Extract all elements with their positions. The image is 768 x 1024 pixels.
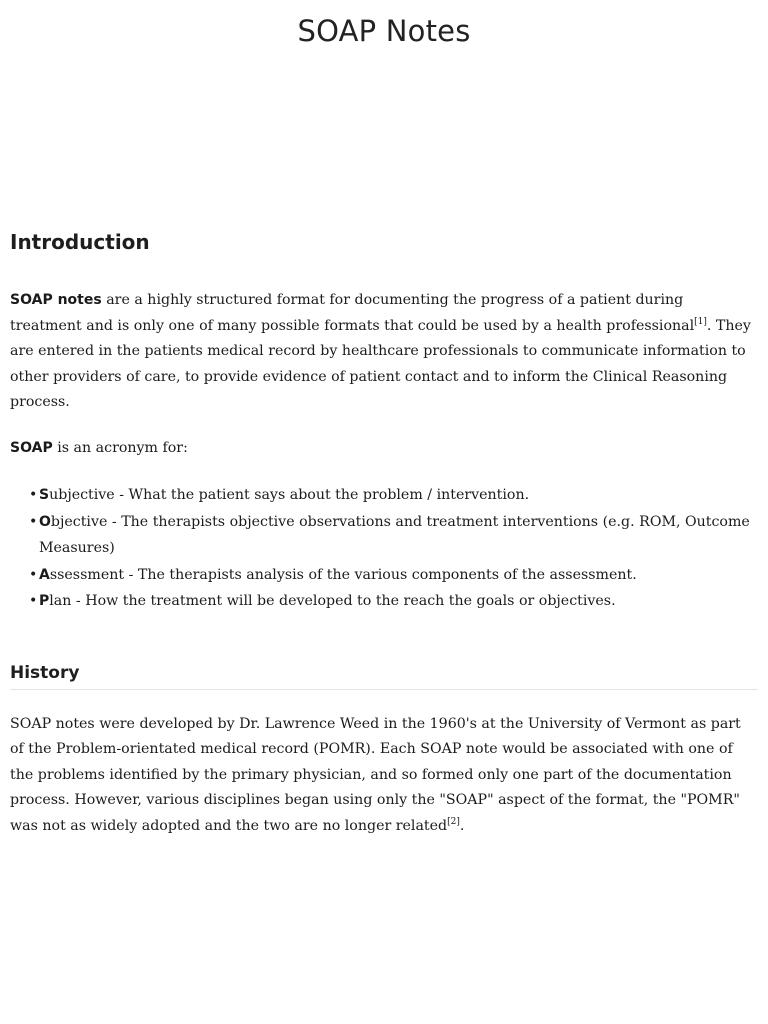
list-item-term: ssessment	[49, 566, 125, 583]
reference-1-link[interactable]: [1]	[694, 316, 707, 327]
acronym-text: is an acronym for:	[52, 439, 188, 456]
list-item-objective	[28, 509, 758, 562]
list-item-description: - The therapists objective observations and treatment interventions (e.g. ROM, Outcome Measures)	[39, 513, 750, 556]
history-text: SOAP notes were developed by Dr. Lawrence Weed in the 1960's at the University of Vermont as part of the Problem-orientated medical record (POMR). Each SOAP note would be associated with one of the problems identified by the primary physician, and so formed only one part of the documentation process. However, various disciplines began using only the "SOAP" aspect of the format, the "POMR" was not as widely adopted and the two are no longer related	[10, 715, 741, 834]
list-item-letter: A	[39, 566, 50, 583]
bullet-icon: •	[29, 566, 38, 583]
bullet-icon: •	[29, 513, 38, 530]
article-content	[10, 228, 758, 839]
reference-2-link[interactable]: [2]	[447, 816, 460, 827]
list-item-term: ubjective	[49, 487, 115, 503]
bullet-icon: •	[29, 593, 38, 609]
introduction-text-continued: . They are entered in the patients medical record by healthcare professionals to communicate information to other providers of care, to provide evidence of patient contact and to inform the Clinical Reasoning process.	[10, 317, 751, 410]
list-item-plan	[28, 588, 758, 615]
history-heading: History	[10, 660, 758, 690]
page-title: SOAP Notes	[297, 14, 471, 48]
introduction-section	[10, 228, 758, 615]
history-text-end: .	[459, 817, 465, 834]
list-item-letter: O	[39, 513, 51, 530]
introduction-heading: Introduction	[10, 230, 150, 254]
list-item-description: - How the treatment will be developed to the reach the goals or objectives.	[71, 593, 616, 609]
list-item-term: lan	[49, 593, 72, 609]
list-item-letter: S	[39, 487, 50, 503]
list-item-assessment	[28, 562, 758, 589]
acronym-paragraph	[10, 436, 758, 462]
list-item-term: bjective	[50, 513, 108, 530]
list-item-subjective	[28, 482, 758, 509]
introduction-text: are a highly structured format for documenting the progress of a patient during treatment and is only one of many possible formats that could be used by a health professional	[10, 292, 695, 334]
list-item-description: - What the patient says about the problem / intervention.	[114, 487, 530, 503]
list-item-description: - The therapists analysis of the various components of the assessment.	[124, 566, 637, 583]
soap-term: SOAP	[10, 439, 53, 456]
soap-acronym-list	[10, 482, 758, 615]
list-item-letter: P	[39, 593, 50, 609]
history-paragraph	[10, 712, 758, 840]
bullet-icon: •	[29, 487, 38, 503]
introduction-paragraph	[10, 288, 758, 416]
soap-notes-term: SOAP notes	[10, 292, 102, 308]
history-section	[10, 660, 758, 840]
